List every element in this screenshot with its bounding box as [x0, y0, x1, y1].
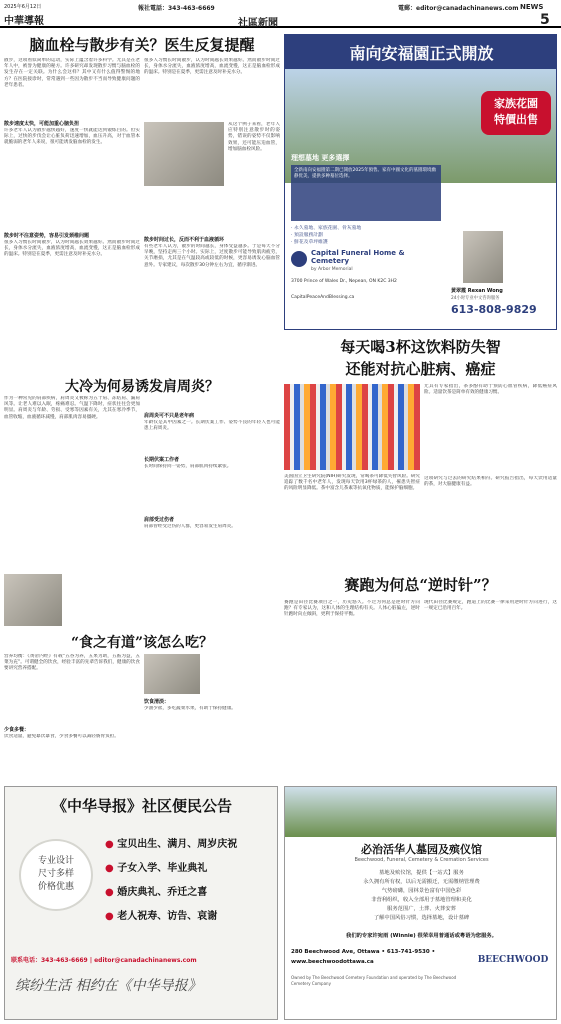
service-list — [291, 225, 451, 246]
article1-sub3: 散步时不注意姿势，容易引发颈椎问题 — [4, 233, 90, 239]
design-badge-line1: 专业设计 — [37, 856, 74, 866]
article1-sub1: 散步速度太快，可能加重心脑负担 — [4, 121, 80, 127]
design-badge — [19, 839, 93, 911]
bullet-icon: ● — [105, 839, 114, 850]
news-label: NEWS — [520, 3, 544, 11]
elderly-walking-photo — [144, 122, 224, 186]
cemetery-ad-body: 全新南向安福園第二期已開放2025年預售。家有中國文化的墓園環境幽静优美，提供多种墓位选择。 — [291, 165, 441, 221]
article2-body4: 肩部曾经受过伤的人群，更容易发生肩周炎。 — [144, 524, 236, 529]
service-item: · 預設服務計劃 — [291, 233, 323, 238]
occasion-item: ● 老人祝寿、访告、哀谢 — [105, 911, 218, 922]
article1-col3b: 很多人习惯长时间散步，认为时间越长效果越好。然而散步时间过长，身体水分流失，血液浓度增高，血流变慢，这正是脑血栓形成的温床。特别是在夏季，更需注意及时补充水分。 — [4, 240, 140, 258]
funeral-home-web[interactable]: CapitalPeaceAndBlessing.ca — [291, 295, 355, 300]
article4-title1: 每天喝3杯这饮料防失智 — [340, 338, 501, 356]
article1-col2: 很多人习惯长时间散步，认为时间越长效果越好。然而散步时间过长，身体水分流失，血液浓度增高，血流变慢，这正是脑血栓形成的温床。特别是在夏季，更需注意及时补充水分。 — [144, 58, 280, 76]
masthead-logo: 中華導報 — [4, 16, 44, 27]
article3-sub2: 饮食清淡： — [144, 699, 170, 705]
beechwood-ad — [284, 786, 557, 1020]
consultant-name: 黄翠霞 Rexan Wong — [451, 288, 503, 294]
service-item: · 永久墓地、家族花園、骨灰墓地 — [291, 226, 362, 231]
promo-badge-line1: 家族花園 — [494, 97, 538, 110]
beechwood-website[interactable]: www.beechwoodottawa.ca — [291, 959, 374, 965]
article1-col1: 散步，这项看似简单的运动，实际上蕴含着许多科学。尤其是在老年人中，被誉为健康的秘方。许多研究却发现散步习惯与脑血栓的发生存在一定关联。为什么会这样？其中又有什么值得警惕的地方？在医院接诊时，常常遇到一些因为散步不当而导致健康问题的老年患者。 — [4, 58, 140, 88]
shoulder-pain-photo — [4, 574, 62, 626]
consultant-photo — [463, 231, 503, 283]
bullet-icon: ● — [105, 887, 114, 898]
article2-body2: 年龄仅是其中因素之一。长期伏案工作、姿势不良的年轻人也可能患上肩周炎。 — [144, 420, 280, 432]
cemetery-ad-line1: 理想墓地 更多選擇 — [291, 154, 350, 162]
article3-sub1: 少食多餐： — [4, 727, 30, 733]
feature-line: 永久拥有所有权，以后无需搬迁，无需缴纳管理费 — [363, 879, 480, 885]
cemetery-ad — [284, 34, 557, 330]
article2-sub3: 肩部受过伤者 — [144, 517, 175, 523]
article5-title: 赛跑为何总“逆时针”？ — [344, 576, 497, 594]
article3-title: “食之有道”该怎么吃？ — [70, 635, 214, 651]
community-footer: 缤纷生活 相约在《中华导报》 — [15, 978, 202, 994]
article2-sub2: 长期伏案工作者 — [144, 457, 180, 463]
beechwood-subtitle: Beechwood, Funeral, Cemetery & Cremation Services — [354, 857, 489, 863]
office-email: 電郵：editor@canadachinanews.com — [398, 5, 519, 12]
arbor-logo-icon — [291, 251, 307, 267]
beechwood-contact-line: 我们的专家许宛雨 (Winnie) 很荣幸用普通话或粤语为您服务。 — [346, 933, 497, 939]
article3-body: 营养均衡：《黄帝内经》有载“五谷为养，五果为助，五畜为益，五菜为充”。可谓健全的饮食，经验丰富的先辈告诉我们，健康的饮食要讲究营养搭配。 — [4, 654, 140, 672]
consultant-note: 24小时专业中文咨询服务 — [451, 296, 500, 301]
tea-shelf-photo — [284, 384, 420, 470]
article3-body2: 饮食适量，避免暴饮暴食，少食多餐可以减轻肠胃负担。 — [4, 734, 119, 739]
community-ad — [4, 786, 278, 1020]
feature-line: 服务范围广，土葬、火葬安葬 — [387, 906, 456, 912]
funeral-home-subbrand: by Arbor Memorial — [311, 267, 353, 272]
article4-body3: 这项研究与过去的研究结果相符。研究报告指出，每天饮用适量的茶，对大脑健康有益。 — [424, 476, 557, 488]
article5-body: 赛跑是田径比赛项目之一，历史悠久。不过为何总是逆时针方向跑？有专家认为，这和人体的生理结构有关。人体心脏偏左，逆时针跑时向左倾斜，更利于保持平衡。 — [284, 600, 420, 618]
occasion-item: ● 子女入学、毕业典礼 — [105, 863, 208, 874]
promo-badge-line2: 特價出售 — [494, 113, 538, 126]
feature-line: 气势磅礴，园林景色富有中国色彩 — [381, 888, 462, 894]
service-item: · 鮮花及草坪維護 — [291, 240, 328, 245]
funeral-home-brand: Capital Funeral Home & Cemetery — [311, 249, 405, 265]
feature-line: 墓地及殡仪馆，提供【一站式】服务 — [379, 870, 464, 876]
feature-line: 了解中国风俗习惯，选择墓地，设计墓碑 — [373, 915, 470, 921]
beechwood-logo: BEECHWOOD — [477, 955, 549, 965]
design-badge-line2: 尺寸多样 — [37, 869, 74, 879]
article2-body3: 长时间保持同一姿势，肩部肌肉持续紧张。 — [144, 464, 232, 469]
beechwood-title: 必治活华人墓园及殡仪馆 — [361, 843, 482, 856]
page-header — [0, 0, 561, 28]
article3-body3: 少油少盐，多吃蔬菜水果，有助于保持健康。 — [144, 706, 236, 711]
article1-col1b: 许多老年人认为散步越快越好，速度一快就能达到锻炼目的。但实际上，过快的步伐会让心脏负荷迅速增加，血压升高，对于血管本就脆弱的老年人来说，很可能诱发脑血栓的发生。 — [4, 128, 140, 146]
cemetery-ad-title: 南向安福園正式開放 — [285, 35, 557, 69]
food-photo — [144, 654, 200, 694]
beechwood-ownership: Owned by The Beechwood Cemetery Foundation and operated by The Beechwood Cemetery Company — [291, 975, 457, 986]
article1-sub4: 散步时间过长，反而不利于血液循环 — [144, 237, 225, 243]
article1-col3: 从这个例子来看，老年人应特别注意散步时的姿势，错误的姿势不仅影响效果，还可能压迫血管，增加脑血栓风险。 — [228, 122, 280, 152]
bullet-icon: ● — [105, 911, 114, 922]
article1-title: 脑血栓与散步有关？医生反复提醒 — [29, 36, 255, 54]
article2-body: 作为一种常见的肩部疾病，肩周炎又被称为五十肩、冻结肩、漏肩风等。让老人难以入眠，疼痛难忍。气温下降时，症状往往会更加明显。肩周炎与年龄、劳损、受寒等因素有关，尤其在寒冷季节，血管收缩，血液循环减慢，肩部肌肉容易僵硬。 — [4, 396, 140, 420]
pagoda-photo — [285, 787, 557, 837]
design-badge-line3: 价格优惠 — [37, 882, 74, 892]
funeral-home-address: 3700 Prince of Wales Dr., Nepean, ON K2C 3H2 — [291, 279, 397, 284]
section-title: 社區新聞 — [238, 18, 278, 29]
bullet-icon: ● — [105, 863, 114, 874]
occasion-item: ● 宝贝出生、满月、周岁庆祝 — [105, 839, 238, 850]
beechwood-features — [295, 869, 548, 923]
beechwood-address: 280 Beechwood Ave, Ottawa • 613-741-9530 • — [291, 949, 436, 955]
promo-badge — [481, 91, 551, 135]
article2-sub1: 肩周炎可不只是老年病 — [144, 413, 195, 419]
article4-body: 美国国立卫生研究院(NIH)研究发现，常喝茶可降低失智风险。研究追踪了数千名中老年人，发现每天饮用3杯绿茶的人，罹患失智症的风险明显降低。茶中富含儿茶素等抗氧化物质，能保护脑细胞。 — [284, 474, 420, 492]
issue-date: 2025年6月12日 — [4, 4, 42, 10]
page-number: 5 — [540, 12, 550, 28]
community-contact: 联系电话：343-463-6669 | editor@canadachinanews.com — [11, 957, 197, 964]
article5-body2: 现代田径比赛规定，跑道上的比赛一律采用逆时针方向进行，这一规定已沿用百年。 — [424, 600, 557, 612]
article2-title: 大冷为何易诱发肩周炎？ — [65, 379, 219, 395]
article1-col4: 有些老年人认为，散步的时间越长，身体受益越多。于是每天不分早晚，坚持走两三个小时。实际上，过度散步可能导致肌肉疲劳，关节磨损，尤其是在气温较高或较低的时候，更容易诱发心脑血管意外。专家建议，每次散步30分钟左右为宜，循序渐进。 — [144, 244, 280, 268]
occasion-item: ● 婚庆典礼、乔迁之喜 — [105, 887, 208, 898]
community-ad-title: 《中华导报》社区便民公告 — [51, 797, 232, 815]
office-phone: 報社電話：343-463-6669 — [138, 5, 215, 12]
consultant-phone[interactable]: 613-808-9829 — [451, 303, 537, 316]
article4-title2: 还能对抗心脏病、癌症 — [345, 360, 496, 378]
feature-line: 非营利组织，收入全部用于墓地管理和美化 — [371, 897, 472, 903]
article4-body2: 尤其有专家指出，茶多酚有助于预防心血管疾病，降低癌症风险。适量饮茶是简单有效的健康习惯。 — [424, 384, 557, 396]
occasion-list — [105, 833, 277, 929]
